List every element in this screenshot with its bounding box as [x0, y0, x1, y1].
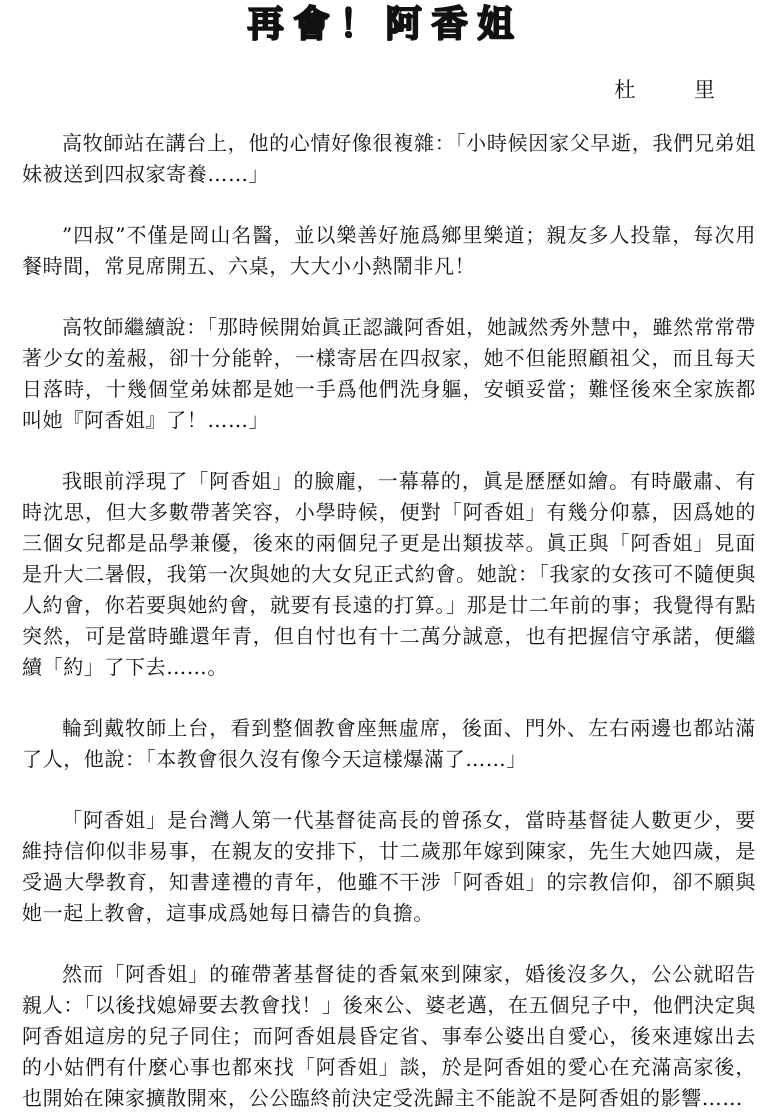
paragraph: 「阿香姐」是台灣人第一代基督徒高長的曾孫女，當時基督徒人數更少，要維持信仰似非易事，在親友的安排下，廿二歲那年嫁到陳家，先生大她四歲，是受過大學教育，知書達禮的青年，他雖不干涉「阿香姐」的宗教信仰，卻不願與她一起上教會，這事成爲她每日禱告的負擔。 — [22, 808, 756, 925]
paragraph: 我眼前浮現了「阿香姐」的臉龐，一幕幕的，眞是歷歷如繪。有時嚴肅、有時沈思，但大多數帶著笑容，小學時候，便對「阿香姐」有幾分仰慕，因爲她的三個女兒都是品學兼優，後來的兩個兒子更是出類拔萃。眞正與「阿香姐」見面是升大二暑假，我第一次與她的大女兒正式約會。她說：「我家的女孩可不隨便與人約會，你若要與她約會，就要有長遠的打算。」那是廿二年前的事；我覺得有點突然，可是當時雖還年青，但自忖也有十二萬分誠意，也有把握信守承諾，便繼續「約」了下去……。 — [22, 469, 756, 679]
paragraph: 高牧師繼續說：「那時候開始眞正認識阿香姐，她誠然秀外慧中，雖然常常帶著少女的羞赧，卻十分能幹，一樣寄居在四叔家，她不但能照顧祖父，而且每天日落時，十幾個堂弟妹都是她一手爲他們洗身軀，安頓妥當；難怪後來全家族都叫她『阿香姐』了！……」 — [22, 315, 756, 432]
paragraph: 然而「阿香姐」的確帶著基督徒的香氣來到陳家，婚後沒多久，公公就昭告親人：「以後找媳婦要去教會找！」後來公、婆老邁，在五個兒子中，他們決定與阿香姐這房的兒子同住；而阿香姐晨昏定省、事奉公婆出自愛心，後來連嫁出去的小姑們有什麼心事也都來找「阿香姐」談，於是阿香姐的愛心在充滿高家後，也開始在陳家擴散開來，公公臨終前決定受洗歸主不能說不是阿香姐的影響…… — [22, 962, 756, 1110]
article-body — [22, 128, 756, 1114]
article-title: 再會！阿香姐 — [247, 3, 524, 45]
article-author: 杜 里 — [614, 78, 741, 102]
paragraph: ”四叔”不僅是岡山名醫，並以樂善好施爲鄉里樂道；親友多人投靠，每次用餐時間，常見席開五、六桌，大大小小熱鬧非凡！ — [22, 223, 756, 278]
paragraph: 輪到戴牧師上台，看到整個教會座無虛席，後面、門外、左右兩邊也都站滿了人，他說：「本教會很久沒有像今天這樣爆滿了……」 — [22, 716, 756, 771]
paragraph: 高牧師站在講台上，他的心情好像很複雜：「小時候因家父早逝，我們兄弟姐妹被送到四叔家寄養……」 — [22, 131, 756, 186]
